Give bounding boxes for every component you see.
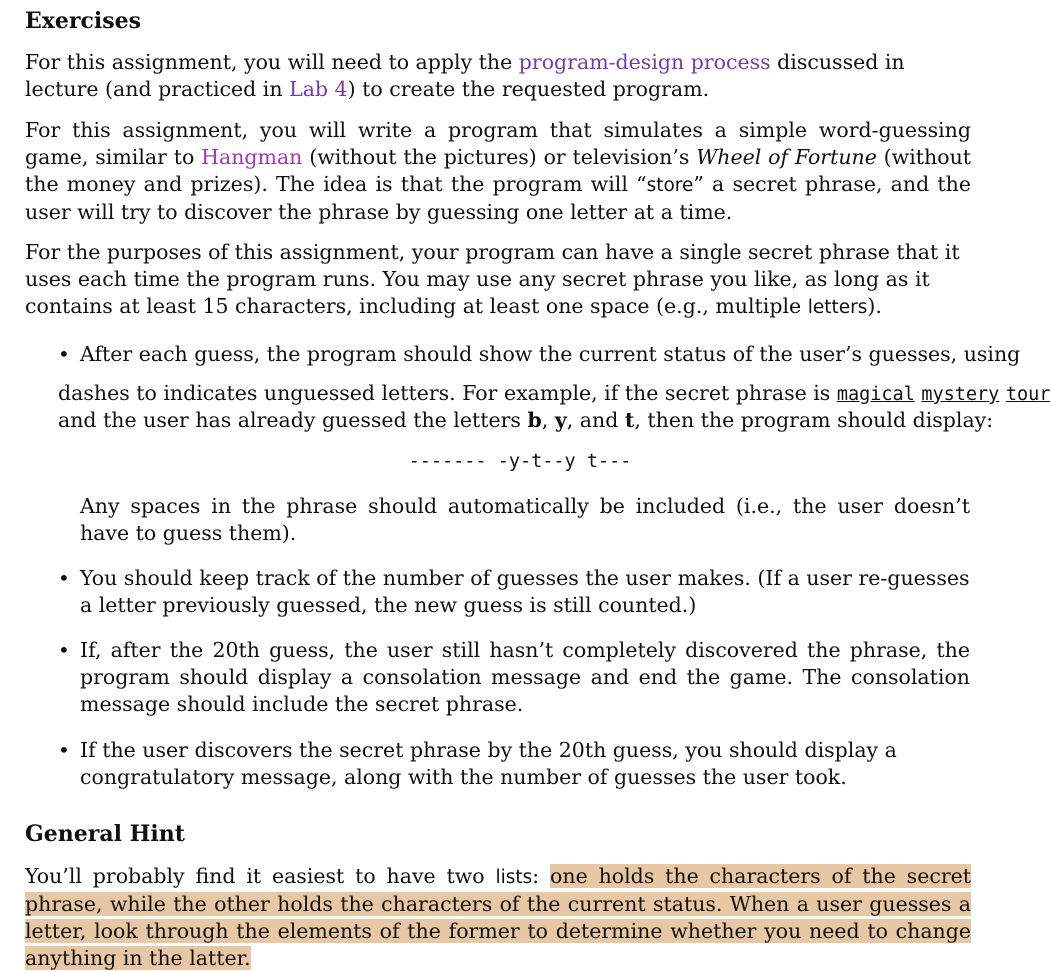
highlighted-hint-text: one holds the characters of the secret phrase, while the other holds the characters of the current status. When a user guesses a letter, look through the elements of the former to determine whether you need to change anything in the latter. <box>25 864 971 970</box>
bullet-3-marker: • <box>58 638 70 662</box>
letter-b: b <box>527 408 542 432</box>
bullet-4-text: If the user discovers the secret phrase by the 20th guess, you should display a congratulatory message, along with the number of guesses the user took. <box>80 738 897 789</box>
wheel-of-fortune-title: Wheel of Fortune <box>696 145 877 169</box>
letter-y: y <box>554 408 567 432</box>
bullet-2-marker: • <box>58 566 70 590</box>
letter-t: t <box>624 408 635 432</box>
program-design-link[interactable]: program-design process <box>518 50 771 74</box>
bullet-4-marker: • <box>58 738 70 762</box>
example-code-mystery: mystery <box>921 384 1000 405</box>
bullet-1-letters-line: and the user has already guessed the letters b, y, and t, then the program should display: <box>58 408 994 432</box>
bullet-1-first-line: After each guess, the program should show the current status of the user’s guesses, using <box>80 342 1021 366</box>
hint-paragraph: You’ll probably find it easiest to have two lists: one holds the characters of the secret phrase, while the other holds the characters of the current status. When a user guesses a letter, look through the elements of the former to determine whether you need to change anything in the latter. <box>25 864 971 970</box>
bullet-1-marker: • <box>58 342 70 366</box>
lab-4-link[interactable]: Lab 4 <box>289 77 348 101</box>
hangman-link[interactable]: Hangman <box>201 145 303 169</box>
bullet-2-text: You should keep track of the number of guesses the user makes. (If a user re-guesses a letter previously guessed, the new guess is still counted.) <box>80 566 970 617</box>
example-code-magical: magical <box>836 384 915 405</box>
bullet-1-example-line: dashes to indicates unguessed letters. For example, if the secret phrase is magical mystery tour <box>58 381 1050 405</box>
lists-word: lists <box>495 867 533 888</box>
example-code-tour: tour <box>1005 384 1050 405</box>
example-display-output: ------- -y-t--y t--- <box>408 451 632 472</box>
letters-word: letters <box>807 297 868 318</box>
bullet-1-spaces-note: Any spaces in the phrase should automatically be included (i.e., the user doesn’t have to guess them). <box>80 494 970 545</box>
store-word: store <box>646 175 694 196</box>
intro-paragraph: For this assignment, you will need to apply the program-design process discussed in lecture (and practiced in Lab 4) to create the requested program. <box>25 50 905 101</box>
purposes-paragraph: For the purposes of this assignment, your program can have a single secret phrase that it uses each time the program runs. You may use any secret phrase you like, as long as it contains at least 15 characters, including at least one space (e.g., multiple letters). <box>25 240 960 318</box>
exercises-heading: Exercises <box>25 8 141 34</box>
bullet-3-text: If, after the 20th guess, the user still hasn’t completely discovered the phrase, the program should display a consolation message and end the game. The consolation message should include the secret phrase. <box>80 638 970 716</box>
description-paragraph: For this assignment, you will write a program that simulates a simple word-guessing game, similar to Hangman (without the pictures) or television’s Wheel of Fortune (without the money and prizes). The idea is that the program will “store” a secret phrase, and the user will try to discover the phrase by guessing one letter at a time. <box>25 118 972 224</box>
general-hint-heading: General Hint <box>25 821 185 847</box>
